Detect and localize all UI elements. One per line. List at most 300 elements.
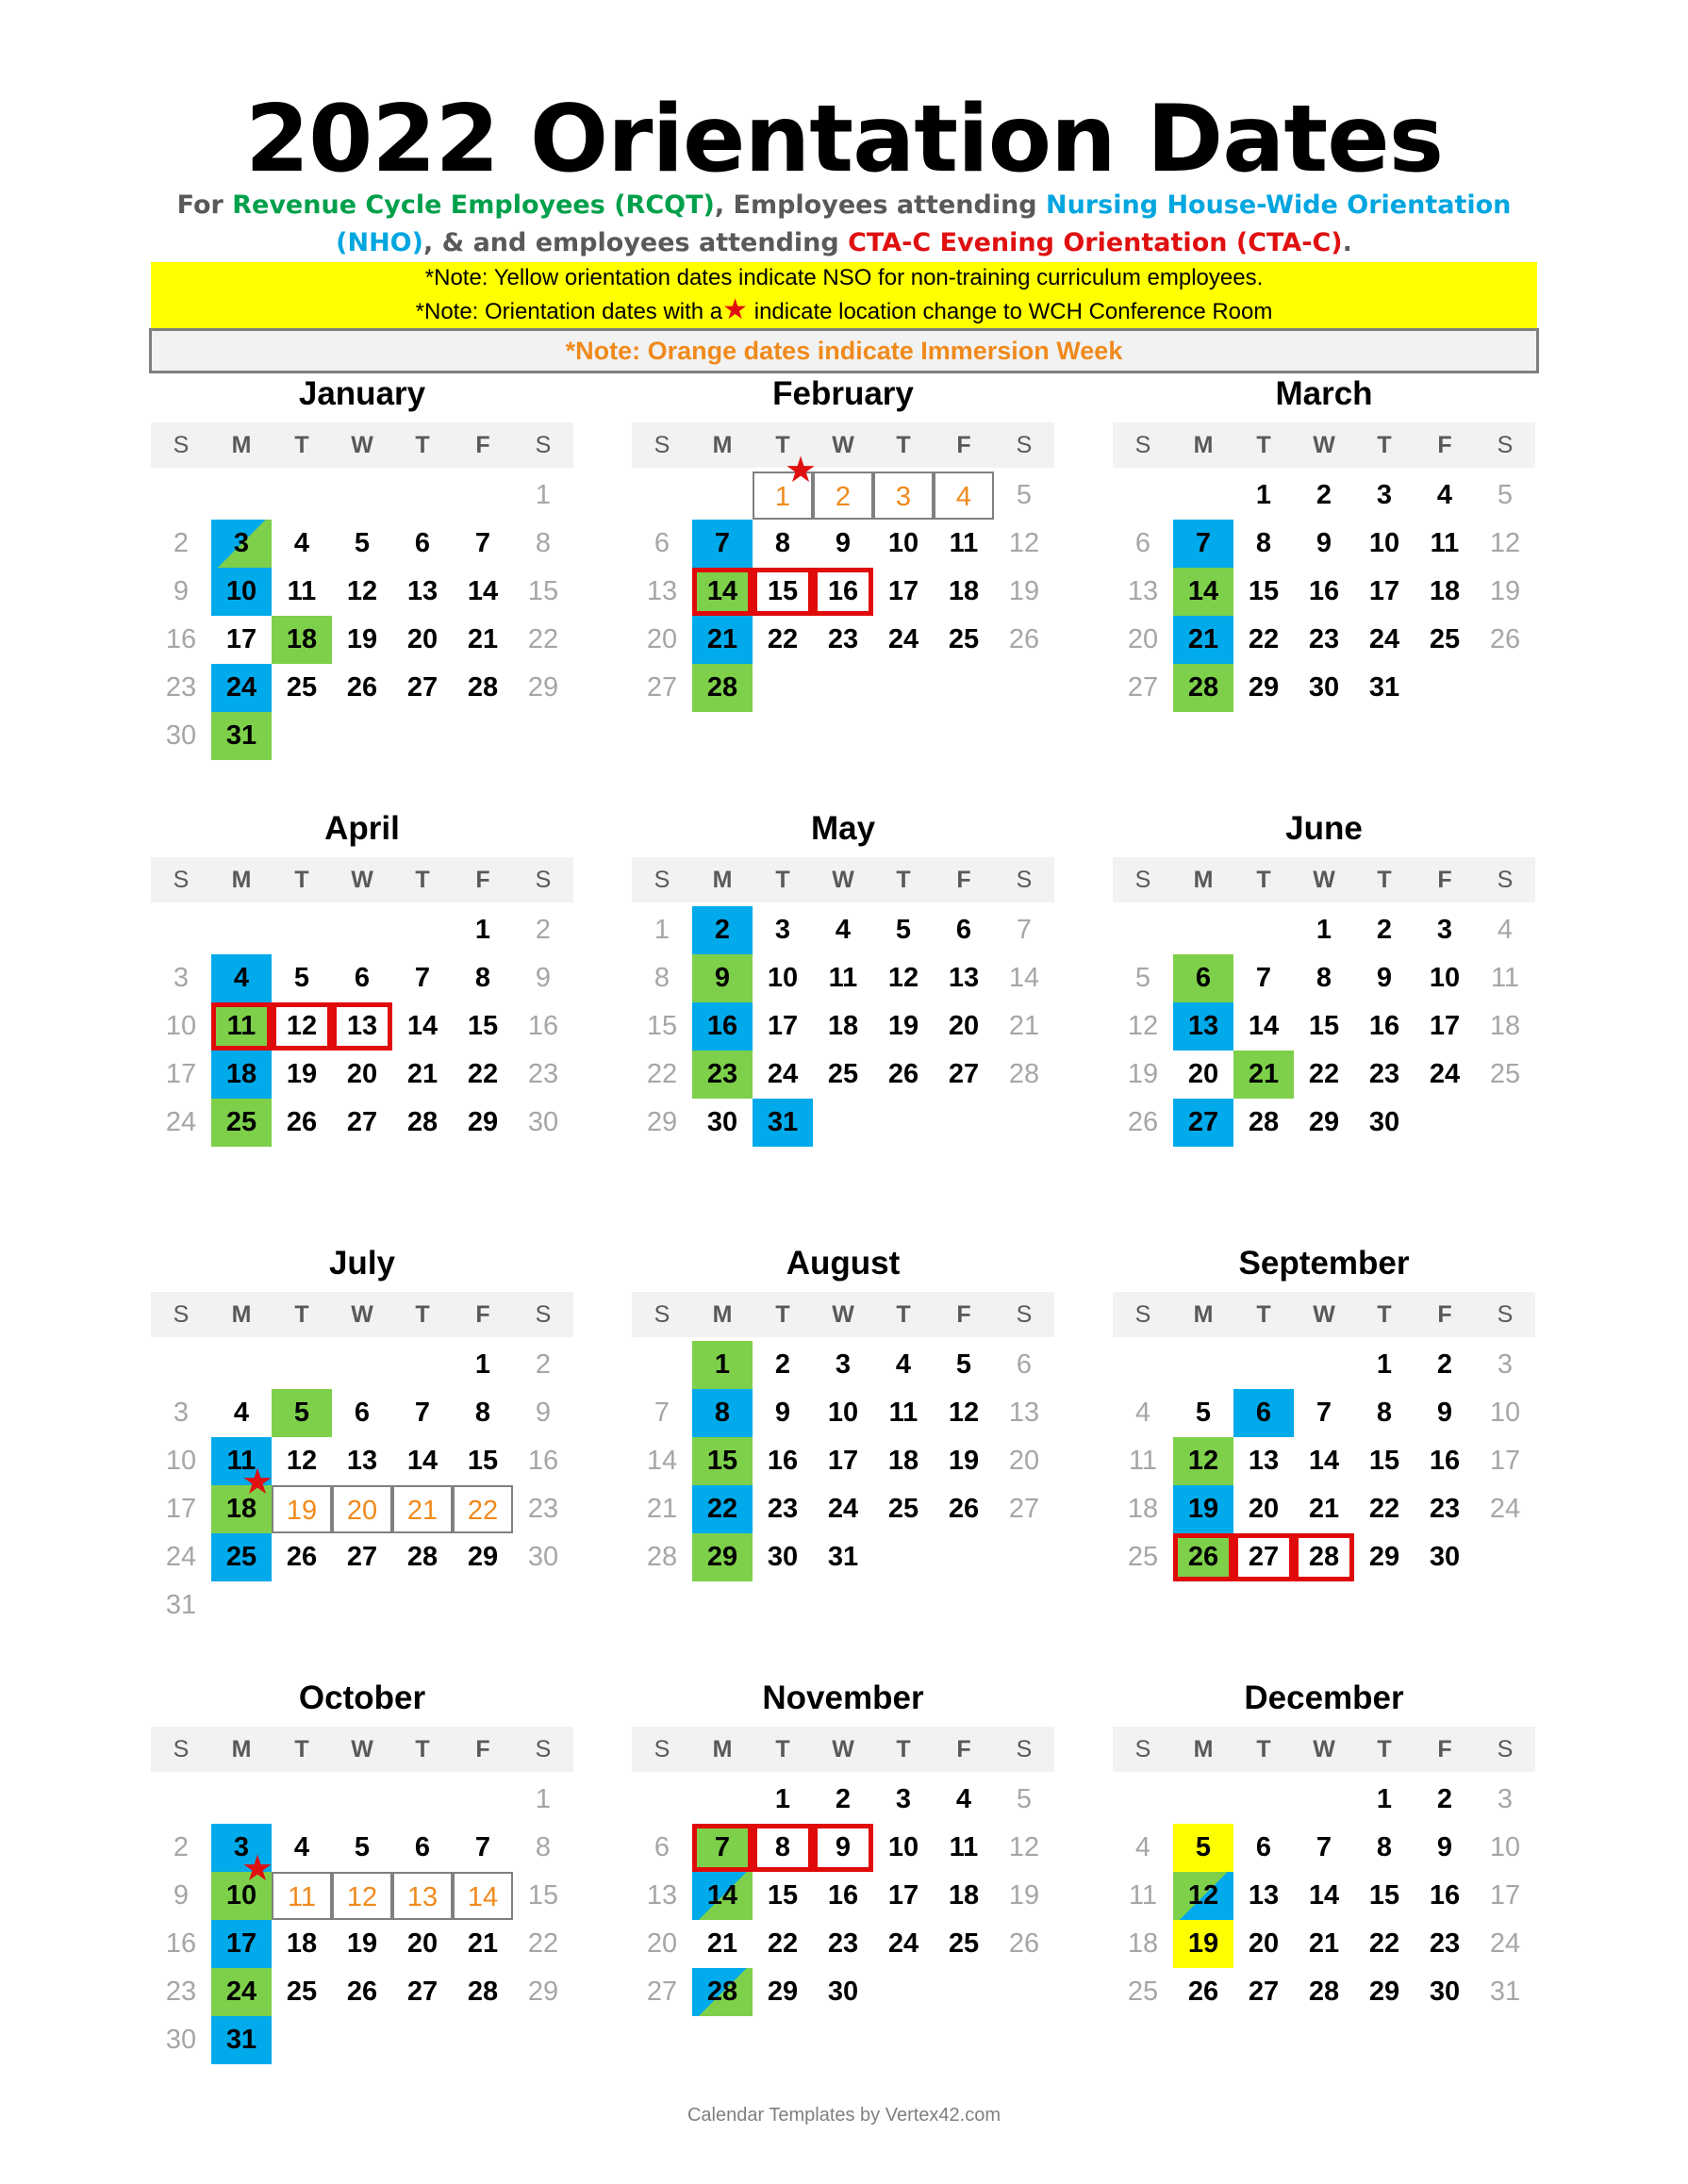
day-number: 31 bbox=[767, 1107, 799, 1137]
day-cell bbox=[1173, 1824, 1233, 1872]
day-cell bbox=[873, 472, 934, 520]
day-cell bbox=[332, 1920, 392, 1968]
day-cell bbox=[873, 1437, 934, 1485]
day-number: 5 bbox=[895, 915, 912, 945]
day-number: 25 bbox=[948, 624, 980, 654]
day-number: 23 bbox=[1308, 624, 1340, 654]
weekday-label: M bbox=[712, 432, 733, 458]
day-cell bbox=[151, 1002, 211, 1051]
day-number: 6 bbox=[354, 1398, 371, 1428]
day-number: 7 bbox=[654, 1398, 670, 1428]
day-number: 8 bbox=[1376, 1832, 1393, 1862]
weekday-label: S bbox=[173, 432, 190, 458]
day-number: 12 bbox=[887, 963, 919, 993]
weekday-header bbox=[1113, 422, 1535, 468]
weekday-label: W bbox=[351, 1736, 373, 1762]
day-number: 28 bbox=[1308, 1542, 1340, 1572]
day-number: 17 bbox=[767, 1011, 799, 1041]
day-cell bbox=[873, 1051, 934, 1099]
day-number: 31 bbox=[1368, 672, 1400, 703]
day-cell bbox=[994, 906, 1054, 954]
weekday-label: W bbox=[832, 432, 854, 458]
day-cell bbox=[453, 1533, 513, 1581]
day-cell bbox=[1354, 1051, 1415, 1099]
day-number: 22 bbox=[467, 1496, 499, 1526]
day-cell bbox=[272, 1099, 332, 1147]
day-number: 17 bbox=[165, 1059, 197, 1089]
day-cell bbox=[813, 1968, 873, 2016]
day-cell bbox=[632, 664, 692, 712]
day-cell bbox=[453, 1485, 513, 1533]
weekday-label: F bbox=[475, 1736, 490, 1762]
day-cell bbox=[692, 1968, 753, 2016]
weekday-label: S bbox=[1134, 1301, 1151, 1328]
day-number: 23 bbox=[1429, 1928, 1461, 1959]
day-number: 18 bbox=[225, 1494, 257, 1524]
day-cell bbox=[513, 568, 573, 616]
day-cell bbox=[332, 1968, 392, 2016]
day-number: 2 bbox=[1376, 915, 1393, 945]
day-cell bbox=[1113, 954, 1173, 1002]
day-number: 18 bbox=[827, 1011, 859, 1041]
day-number: 4 bbox=[955, 482, 972, 512]
day-number: 10 bbox=[827, 1398, 859, 1428]
day-cell bbox=[211, 1533, 272, 1581]
day-cell bbox=[332, 1533, 392, 1581]
weekday-label: W bbox=[832, 1736, 854, 1762]
day-cell bbox=[753, 1341, 813, 1389]
day-number: 11 bbox=[888, 1398, 918, 1428]
day-cell bbox=[632, 954, 692, 1002]
weekday-label: T bbox=[1256, 1301, 1271, 1328]
day-number: 25 bbox=[286, 1977, 318, 2007]
day-cell bbox=[453, 616, 513, 664]
day-cell bbox=[994, 616, 1054, 664]
month-name: January bbox=[298, 375, 426, 412]
month-name: September bbox=[1238, 1245, 1410, 1282]
day-number: 24 bbox=[165, 1107, 197, 1137]
day-cell bbox=[1173, 520, 1233, 568]
day-number: 24 bbox=[1368, 624, 1400, 654]
day-cell bbox=[453, 1824, 513, 1872]
day-cell bbox=[873, 1389, 934, 1437]
day-cell bbox=[692, 1341, 753, 1389]
day-number: 1 bbox=[774, 1784, 791, 1814]
day-number: 9 bbox=[1376, 963, 1393, 993]
day-cell bbox=[211, 1920, 272, 1968]
day-cell bbox=[1113, 1485, 1173, 1533]
day-grid bbox=[1113, 1341, 1535, 1630]
day-number: 16 bbox=[827, 576, 859, 606]
day-number: 14 bbox=[1008, 963, 1040, 993]
yellow-note-box bbox=[151, 262, 1537, 328]
day-number: 5 bbox=[1016, 1784, 1033, 1814]
weekday-label: S bbox=[173, 1301, 190, 1328]
day-number: 23 bbox=[527, 1494, 559, 1524]
day-number: 20 bbox=[346, 1496, 378, 1526]
weekday-label: M bbox=[712, 1301, 733, 1328]
day-number: 5 bbox=[1134, 963, 1151, 993]
day-number: 12 bbox=[948, 1398, 980, 1428]
day-cell bbox=[211, 664, 272, 712]
day-number: 2 bbox=[535, 1349, 552, 1380]
month-name: November bbox=[762, 1679, 924, 1716]
nho-label: Nursing House-Wide Orientation (NHO) bbox=[336, 190, 1512, 257]
day-cell bbox=[513, 664, 573, 712]
day-number: 3 bbox=[835, 1349, 852, 1380]
weekday-label: M bbox=[1193, 432, 1214, 458]
day-number: 13 bbox=[406, 576, 439, 606]
day-cell bbox=[1354, 954, 1415, 1002]
day-cell bbox=[151, 664, 211, 712]
day-number: 11 bbox=[287, 576, 317, 606]
day-cell bbox=[692, 1099, 753, 1147]
day-number: 1 bbox=[1376, 1784, 1393, 1814]
subtitle-part: , & and employees attending bbox=[422, 228, 849, 257]
day-cell bbox=[632, 1099, 692, 1147]
day-number: 1 bbox=[474, 915, 491, 945]
day-number: 3 bbox=[173, 963, 190, 993]
day-number: 21 bbox=[406, 1059, 439, 1089]
day-number: 2 bbox=[1436, 1349, 1453, 1380]
day-cell bbox=[151, 1824, 211, 1872]
day-number: 24 bbox=[887, 624, 919, 654]
day-number: 26 bbox=[1008, 624, 1040, 654]
day-cell bbox=[994, 1437, 1054, 1485]
day-cell bbox=[392, 1533, 453, 1581]
day-number: 3 bbox=[173, 1398, 190, 1428]
day-cell bbox=[1354, 568, 1415, 616]
day-grid bbox=[632, 906, 1054, 1195]
day-number: 15 bbox=[1248, 576, 1280, 606]
weekday-label: W bbox=[351, 867, 373, 893]
weekday-label: T bbox=[1377, 432, 1392, 458]
day-cell bbox=[151, 2016, 211, 2064]
day-number: 24 bbox=[827, 1494, 859, 1524]
day-number: 18 bbox=[1127, 1494, 1159, 1524]
month-name: May bbox=[810, 810, 876, 847]
day-number: 11 bbox=[1430, 528, 1460, 558]
day-cell bbox=[332, 568, 392, 616]
day-number: 17 bbox=[887, 1880, 919, 1911]
day-number: 25 bbox=[286, 672, 318, 703]
day-number: 8 bbox=[535, 1832, 552, 1862]
day-cell bbox=[934, 1872, 994, 1920]
day-cell bbox=[753, 1968, 813, 2016]
day-cell bbox=[392, 1389, 453, 1437]
day-number: 25 bbox=[887, 1494, 919, 1524]
day-grid bbox=[632, 451, 1054, 760]
weekday-label: F bbox=[956, 1301, 971, 1328]
day-number: 29 bbox=[1308, 1107, 1340, 1137]
day-cell bbox=[813, 1002, 873, 1051]
weekday-label: T bbox=[294, 867, 309, 893]
day-number: 29 bbox=[706, 1542, 738, 1572]
day-number: 4 bbox=[1134, 1398, 1151, 1428]
day-number: 26 bbox=[346, 1977, 378, 2007]
day-number: 12 bbox=[1008, 528, 1040, 558]
day-cell bbox=[332, 1099, 392, 1147]
day-number: 13 bbox=[646, 1880, 678, 1911]
day-cell bbox=[1475, 520, 1535, 568]
day-cell bbox=[513, 1051, 573, 1099]
day-number: 26 bbox=[1008, 1928, 1040, 1959]
weekday-label: S bbox=[654, 867, 670, 893]
day-cell bbox=[453, 568, 513, 616]
day-number: 12 bbox=[286, 1011, 318, 1041]
day-number: 19 bbox=[1008, 576, 1040, 606]
day-cell bbox=[934, 1485, 994, 1533]
day-number: 9 bbox=[173, 1880, 190, 1911]
day-cell bbox=[332, 1389, 392, 1437]
day-number: 31 bbox=[225, 2025, 257, 2055]
day-cell bbox=[1294, 1872, 1354, 1920]
day-number: 7 bbox=[1255, 963, 1272, 993]
weekday-label: W bbox=[832, 1301, 854, 1328]
day-number: 10 bbox=[767, 963, 799, 993]
day-cell bbox=[994, 954, 1054, 1002]
day-cell bbox=[813, 906, 873, 954]
day-cell bbox=[934, 906, 994, 954]
day-cell bbox=[151, 1389, 211, 1437]
day-number: 30 bbox=[1368, 1107, 1400, 1137]
day-number: 18 bbox=[948, 576, 980, 606]
day-number: 19 bbox=[346, 1928, 378, 1959]
day-cell bbox=[151, 954, 211, 1002]
day-number: 1 bbox=[1376, 1349, 1393, 1380]
day-number: 20 bbox=[646, 624, 678, 654]
weekday-label: S bbox=[1016, 1301, 1033, 1328]
day-cell bbox=[1415, 1437, 1475, 1485]
day-cell bbox=[632, 520, 692, 568]
day-cell bbox=[934, 616, 994, 664]
day-number: 9 bbox=[835, 528, 852, 558]
day-number: 29 bbox=[1368, 1542, 1400, 1572]
day-number: 21 bbox=[406, 1496, 439, 1526]
day-cell bbox=[994, 1776, 1054, 1824]
day-cell bbox=[1354, 1389, 1415, 1437]
weekday-label: W bbox=[1313, 867, 1335, 893]
day-number: 26 bbox=[1127, 1107, 1159, 1137]
star-icon: ★ bbox=[722, 294, 749, 325]
day-cell bbox=[392, 1437, 453, 1485]
day-cell bbox=[211, 954, 272, 1002]
day-number: 26 bbox=[1187, 1977, 1219, 2007]
day-number: 28 bbox=[1308, 1977, 1340, 2007]
day-cell bbox=[813, 1051, 873, 1099]
day-number: 26 bbox=[1187, 1542, 1219, 1572]
day-cell bbox=[1354, 1099, 1415, 1147]
day-cell bbox=[753, 451, 818, 520]
day-cell bbox=[392, 1872, 453, 1920]
month-april bbox=[151, 804, 573, 1210]
day-number: 2 bbox=[835, 482, 852, 512]
day-cell bbox=[1294, 1051, 1354, 1099]
day-cell bbox=[272, 1002, 332, 1051]
weekday-label: T bbox=[775, 1736, 790, 1762]
weekday-label: S bbox=[654, 432, 670, 458]
day-number: 30 bbox=[767, 1542, 799, 1572]
weekday-label: M bbox=[712, 1736, 733, 1762]
day-number: 25 bbox=[948, 1928, 980, 1959]
day-cell bbox=[1173, 1437, 1233, 1485]
day-cell bbox=[692, 954, 753, 1002]
day-number: 21 bbox=[1248, 1059, 1280, 1089]
day-cell bbox=[1475, 1824, 1535, 1872]
day-cell bbox=[151, 1872, 211, 1920]
day-cell bbox=[934, 1051, 994, 1099]
day-cell bbox=[513, 1533, 573, 1581]
day-cell bbox=[1475, 1389, 1535, 1437]
day-number: 21 bbox=[1187, 624, 1219, 654]
day-number: 8 bbox=[474, 963, 491, 993]
day-number: 26 bbox=[346, 672, 378, 703]
day-number: 15 bbox=[646, 1011, 678, 1041]
day-number: 22 bbox=[467, 1059, 499, 1089]
day-cell bbox=[513, 906, 573, 954]
day-number: 16 bbox=[1308, 576, 1340, 606]
weekday-label: T bbox=[896, 1301, 911, 1328]
weekday-label: M bbox=[1193, 1301, 1214, 1328]
day-cell bbox=[1173, 954, 1233, 1002]
day-number: 17 bbox=[1429, 1011, 1461, 1041]
day-cell bbox=[692, 1872, 753, 1920]
weekday-label: T bbox=[415, 432, 430, 458]
day-cell bbox=[873, 1920, 934, 1968]
weekday-label: T bbox=[896, 1736, 911, 1762]
day-number: 14 bbox=[706, 1880, 738, 1911]
day-number: 12 bbox=[346, 1882, 378, 1912]
day-number: 8 bbox=[1376, 1398, 1393, 1428]
day-cell bbox=[211, 1849, 274, 1920]
weekday-label: T bbox=[415, 1736, 430, 1762]
weekday-label: S bbox=[535, 432, 552, 458]
day-cell bbox=[813, 1533, 873, 1581]
day-number: 10 bbox=[225, 576, 257, 606]
day-cell bbox=[934, 568, 994, 616]
day-number: 7 bbox=[474, 1832, 491, 1862]
month-september bbox=[1113, 1239, 1535, 1645]
day-number: 30 bbox=[827, 1977, 859, 2007]
day-cell bbox=[272, 954, 332, 1002]
day-cell bbox=[1113, 1872, 1173, 1920]
weekday-label: S bbox=[654, 1736, 670, 1762]
day-cell bbox=[994, 1824, 1054, 1872]
day-cell bbox=[1475, 1872, 1535, 1920]
weekday-label: T bbox=[294, 1736, 309, 1762]
day-number: 21 bbox=[467, 624, 499, 654]
day-number: 22 bbox=[527, 1928, 559, 1959]
day-cell bbox=[1113, 1533, 1173, 1581]
day-number: 16 bbox=[1429, 1446, 1461, 1476]
day-cell bbox=[1233, 1051, 1294, 1099]
day-cell bbox=[1173, 1872, 1233, 1920]
day-cell bbox=[392, 1099, 453, 1147]
day-number: 3 bbox=[895, 1784, 912, 1814]
day-cell bbox=[873, 568, 934, 616]
day-number: 18 bbox=[286, 624, 318, 654]
day-number: 30 bbox=[1429, 1977, 1461, 2007]
day-number: 9 bbox=[774, 1398, 791, 1428]
weekday-label: S bbox=[1016, 432, 1033, 458]
day-number: 19 bbox=[948, 1446, 980, 1476]
day-number: 8 bbox=[774, 1832, 791, 1862]
day-cell bbox=[692, 1437, 753, 1485]
day-number: 23 bbox=[827, 1928, 859, 1959]
day-cell bbox=[632, 616, 692, 664]
day-number: 22 bbox=[527, 624, 559, 654]
day-number: 14 bbox=[1308, 1446, 1340, 1476]
day-number: 11 bbox=[828, 963, 858, 993]
day-cell bbox=[453, 664, 513, 712]
day-number: 30 bbox=[165, 2025, 197, 2055]
day-number: 31 bbox=[827, 1542, 859, 1572]
day-number: 28 bbox=[467, 672, 499, 703]
day-number: 7 bbox=[1316, 1398, 1332, 1428]
day-number: 27 bbox=[1248, 1977, 1280, 2007]
day-cell bbox=[1415, 472, 1475, 520]
day-cell bbox=[1233, 1389, 1294, 1437]
weekday-header bbox=[632, 1727, 1054, 1772]
weekday-label: W bbox=[1313, 1301, 1335, 1328]
weekday-header bbox=[151, 857, 573, 902]
day-number: 4 bbox=[293, 1832, 310, 1862]
day-grid bbox=[632, 1776, 1054, 2064]
footer-credit: Calendar Templates by Vertex42.com bbox=[687, 2105, 1001, 2126]
day-cell bbox=[873, 520, 934, 568]
day-cell bbox=[753, 568, 813, 616]
day-number: 6 bbox=[654, 1832, 670, 1862]
day-cell bbox=[513, 1824, 573, 1872]
day-number: 6 bbox=[1195, 963, 1212, 993]
month-november bbox=[632, 1674, 1054, 2079]
day-cell bbox=[813, 1776, 873, 1824]
day-number: 27 bbox=[346, 1542, 378, 1572]
day-cell bbox=[1354, 664, 1415, 712]
month-june bbox=[1113, 804, 1535, 1210]
day-cell bbox=[1294, 1437, 1354, 1485]
day-cell bbox=[453, 1920, 513, 1968]
day-number: 15 bbox=[1308, 1011, 1340, 1041]
day-cell bbox=[753, 1776, 813, 1824]
day-cell bbox=[934, 1002, 994, 1051]
day-cell bbox=[211, 568, 272, 616]
day-cell bbox=[1173, 664, 1233, 712]
day-number: 26 bbox=[286, 1107, 318, 1137]
day-cell bbox=[211, 1099, 272, 1147]
day-number: 13 bbox=[948, 963, 980, 993]
day-cell bbox=[753, 906, 813, 954]
day-number: 11 bbox=[1128, 1446, 1158, 1476]
day-cell bbox=[392, 520, 453, 568]
day-cell bbox=[1113, 664, 1173, 712]
day-number: 5 bbox=[1497, 480, 1514, 510]
day-number: 12 bbox=[1187, 1880, 1219, 1911]
day-cell bbox=[934, 1920, 994, 1968]
day-number: 2 bbox=[1316, 480, 1332, 510]
day-number: 1 bbox=[774, 482, 791, 512]
day-number: 13 bbox=[1248, 1446, 1280, 1476]
day-cell bbox=[453, 906, 513, 954]
weekday-header bbox=[1113, 1727, 1535, 1772]
day-number: 10 bbox=[1489, 1398, 1521, 1428]
day-cell bbox=[934, 520, 994, 568]
day-number: 18 bbox=[225, 1059, 257, 1089]
day-cell bbox=[813, 472, 873, 520]
day-number: 3 bbox=[233, 528, 250, 558]
weekday-label: M bbox=[712, 867, 733, 893]
day-cell bbox=[272, 1437, 332, 1485]
